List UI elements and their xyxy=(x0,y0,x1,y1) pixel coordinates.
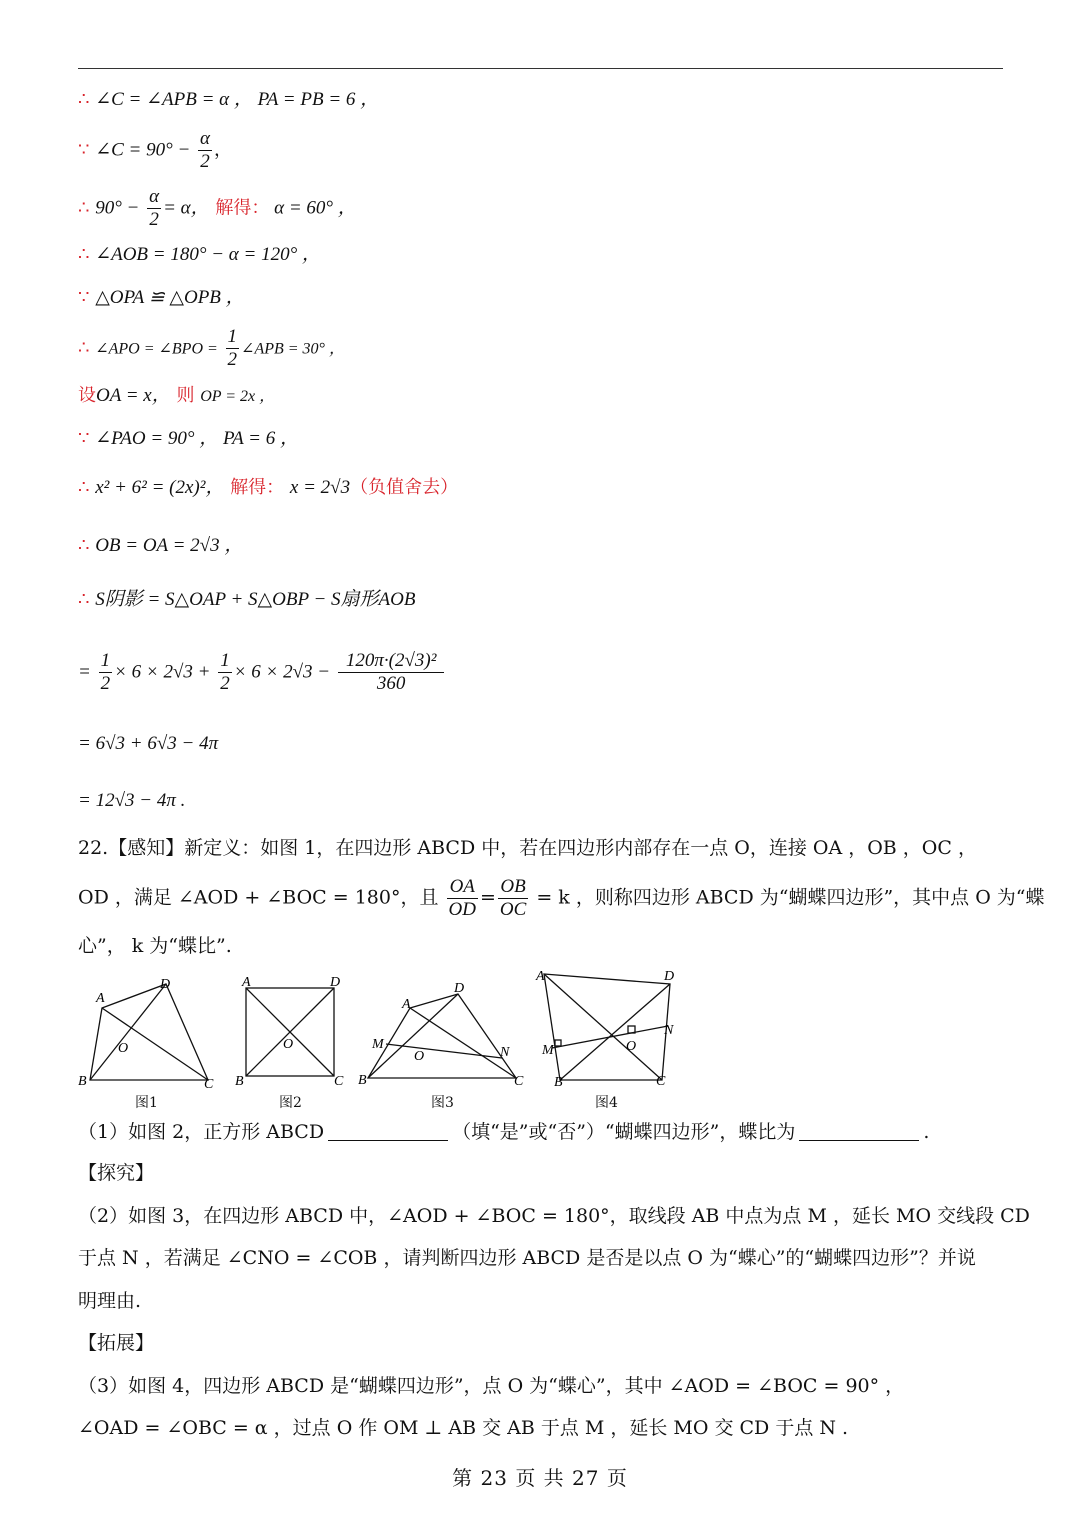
fig4-diagonal-ac xyxy=(544,974,662,1080)
svg-text:O: O xyxy=(283,1037,294,1052)
step-13: = 6√3 + 6√3 − 4π xyxy=(78,733,219,754)
step-7: 设OA = x， 则 OP = 2x ， xyxy=(78,385,276,406)
step-14: = 12√3 − 4π . xyxy=(78,790,186,811)
svg-text:A: A xyxy=(96,991,105,1006)
step-11: ∴ S阴影 = S△OAP + S△OBP − S扇形AOB xyxy=(78,589,416,610)
svg-text:C: C xyxy=(514,1074,524,1089)
svg-text:D: D xyxy=(664,969,675,984)
step-2: ∵ ∠C = 90° − $\frac{\alpha}{2}$ ， xyxy=(78,128,232,172)
fig4-quadrilateral xyxy=(544,974,670,1080)
problem-line-1: 22.【感知】新定义：如图 1，在四边形 ABCD 中，若在四边形内部存在一点 O，连接 OA ，OB ，OC ， xyxy=(78,837,977,859)
fig3-diagonal-ac xyxy=(410,1008,516,1078)
svg-text:B: B xyxy=(235,1074,244,1089)
fig3-line-mn xyxy=(386,1044,502,1058)
question-2-line-2: 于点 N ，若满足 ∠CNO = ∠COB ，请判断四边形 ABCD 是否是以点 O 为“蝶心”的“蝴蝶四边形”？并说 xyxy=(78,1247,976,1269)
svg-text:N: N xyxy=(664,1023,674,1038)
svg-text:C: C xyxy=(334,1074,344,1089)
fraction: $\frac{1}{2}$ xyxy=(227,326,238,370)
fig4-right-angle-m xyxy=(555,1040,561,1046)
svg-text:C: C xyxy=(204,1077,214,1092)
svg-text:O: O xyxy=(414,1049,425,1064)
step-12: = $\frac{1}{2}$ × 6 × 2√3 + $\frac{1}{2}$ × 6 × 2√3 − $\frac{\text{120π·(2√3)²}}{360}$ xyxy=(78,650,446,695)
fig3-caption: 图3 xyxy=(431,1095,454,1111)
step-9: ∴ x² + 6² = (2x)²， 解得： x = 2√3（负值舍去） xyxy=(78,477,459,498)
svg-text:B: B xyxy=(358,1073,367,1088)
fraction: $\frac{OB}{OC}$ xyxy=(499,876,527,920)
fig2-caption: 图2 xyxy=(279,1095,302,1111)
fraction: $\frac{1}{2}$ xyxy=(220,650,230,694)
step-3: ∴ 90° − $\frac{\alpha}{2}$ = α， 解得： α = 60° ， xyxy=(78,186,357,230)
fraction: $\frac{1}{2}$ xyxy=(100,650,111,694)
svg-text:B: B xyxy=(78,1074,87,1089)
problem-line-2: OD ，满足 ∠AOD + ∠BOC = 180°，且 $\frac{OA}{OD}$ = $\frac{OB}{OC}$ = k ，则称四边形 ABCD 为“蝴蝶四边形”，其中点 O 为“蝶 xyxy=(78,876,1045,920)
svg-text:A: A xyxy=(242,975,251,990)
svg-text:A: A xyxy=(402,997,411,1012)
question-2-line-3: 明理由. xyxy=(78,1290,142,1312)
svg-text:D: D xyxy=(160,977,171,992)
fraction: $\frac{\text{120π·(2√3)²}}{360}$ xyxy=(338,650,445,695)
fig1-quadrilateral xyxy=(90,984,208,1080)
answer-blank-2 xyxy=(799,1122,919,1141)
svg-text:C: C xyxy=(656,1074,666,1089)
svg-text:B: B xyxy=(554,1075,563,1090)
question-1: （1）如图 2，正方形 ABCD （填“是”或“否”）“蝴蝶四边形”，蝶比为 . xyxy=(78,1121,930,1143)
step-4: ∴ ∠AOB = 180° − α = 120° ， xyxy=(78,244,321,265)
fig3-quadrilateral xyxy=(368,994,516,1078)
fraction: $\frac{\alpha}{2}$ xyxy=(200,128,210,172)
fraction: $\frac{OA}{OD}$ xyxy=(448,876,476,920)
fraction: $\frac{\alpha}{2}$ xyxy=(149,186,160,230)
svg-text:M: M xyxy=(542,1043,554,1058)
question-3-line-1: （3）如图 4，四边形 ABCD 是“蝴蝶四边形”，点 O 为“蝶心”，其中 ∠AOD = ∠BOC = 90° ， xyxy=(78,1375,905,1397)
answer-blank-1 xyxy=(328,1122,448,1141)
svg-text:D: D xyxy=(330,975,341,990)
fig1-caption: 图1 xyxy=(135,1095,158,1111)
header-rule xyxy=(78,68,1003,69)
step-5: ∵ △OPA ≌ △OPB ， xyxy=(78,287,245,308)
svg-text:O: O xyxy=(118,1041,129,1056)
fig4-diagonal-bd xyxy=(560,984,670,1080)
step-1: ∴ ∠C = ∠APB = α ， PA = PB = 6 ， xyxy=(78,89,380,110)
section-extend: 【拓展】 xyxy=(78,1332,155,1354)
fig4-caption: 图4 xyxy=(595,1095,618,1111)
step-10: ∴ OB = OA = 2√3 ， xyxy=(78,535,244,556)
section-explore: 【探究】 xyxy=(78,1162,155,1184)
svg-text:N: N xyxy=(500,1045,510,1060)
svg-text:M: M xyxy=(372,1037,384,1052)
fig4-line-mn xyxy=(552,1026,668,1048)
svg-text:O: O xyxy=(626,1039,637,1054)
step-6: ∴ ∠APO = ∠BPO = $\frac{1}{2}$ ∠APB = 30° ， xyxy=(78,326,345,370)
page-footer: 第 23 页 共 27 页 xyxy=(452,1466,628,1490)
problem-line-3: 心”， k 为“蝶比”. xyxy=(78,935,232,957)
svg-text:A: A xyxy=(536,969,545,984)
step-8: ∵ ∠PAO = 90° ， PA = 6 ， xyxy=(78,428,300,449)
svg-text:D: D xyxy=(454,981,465,996)
question-3-line-2: ∠OAD = ∠OBC = α ，过点 O 作 OM ⊥ AB 交 AB 于点 M ，延长 MO 交 CD 于点 N . xyxy=(78,1417,849,1439)
question-2-line-1: （2）如图 3，在四边形 ABCD 中，∠AOD + ∠BOC = 180°，取线段 AB 中点为点 M ，延长 MO 交线段 CD xyxy=(78,1205,1030,1227)
